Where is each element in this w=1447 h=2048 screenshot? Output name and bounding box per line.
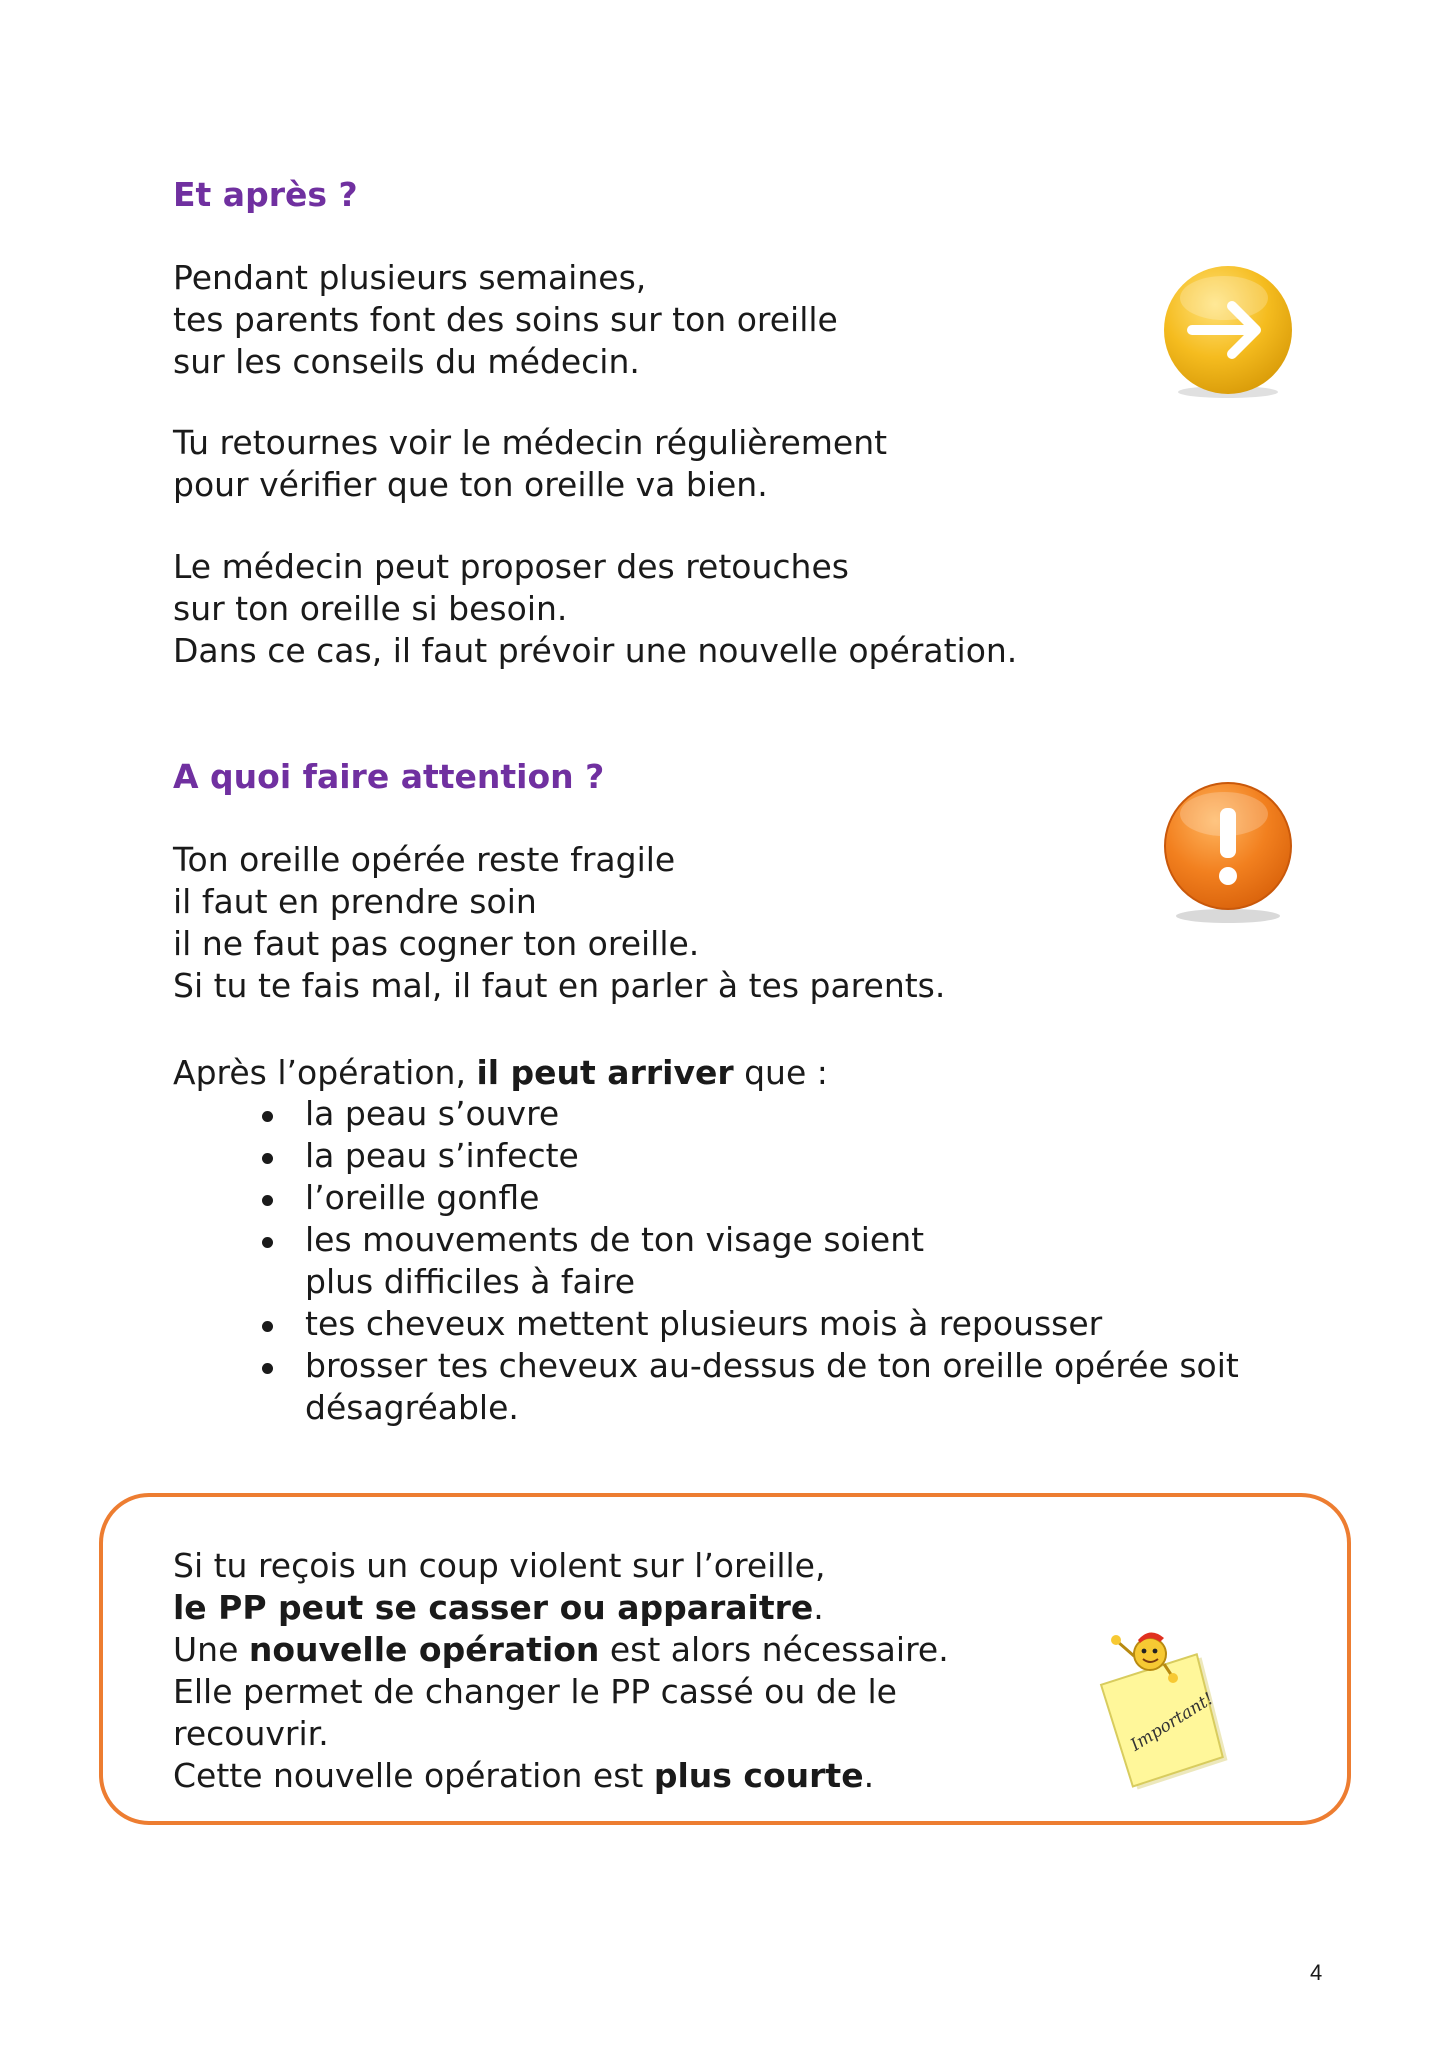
list-item [173, 1219, 1303, 1303]
list-item [173, 1303, 1303, 1345]
callout-text-part: . [863, 1756, 875, 1795]
callout-text-part: est alors nécessaire. [599, 1630, 949, 1669]
text-line: Ton oreille opérée reste fragile [173, 840, 676, 879]
text-line: tes parents font des soins sur ton oreille [173, 300, 838, 339]
callout-line [173, 1629, 949, 1671]
risks-intro-pre: Après l’opération, [173, 1053, 477, 1092]
list-item-text: les mouvements de ton visage soient [305, 1220, 925, 1259]
callout-bold: nouvelle opération [248, 1630, 600, 1669]
callout-line [173, 1755, 949, 1797]
callout-line: Elle permet de changer le PP cassé ou de le [173, 1672, 897, 1711]
callout-text-part: . [813, 1588, 824, 1627]
list-item [173, 1093, 1303, 1135]
risks-intro-bold: il peut arriver [476, 1053, 734, 1092]
warning-icon [1158, 780, 1298, 930]
list-item-text: la peau s’ouvre [305, 1094, 560, 1133]
list-item-text: désagréable. [305, 1388, 519, 1427]
text-line: Si tu te fais mal, il faut en parler à tes parents. [173, 966, 946, 1005]
page-number: 4 [1310, 1960, 1323, 1985]
bullet-dot [262, 1195, 273, 1206]
section-heading-after: Et après ? [173, 175, 358, 214]
text-line: Le médecin peut proposer des retouches [173, 547, 849, 586]
paragraph-care [173, 257, 838, 383]
list-item-text: plus difficiles à faire [305, 1262, 636, 1301]
list-item-text: l’oreille gonfle [305, 1178, 540, 1217]
text-line: Pendant plusieurs semaines, [173, 258, 647, 297]
bullet-dot [262, 1237, 273, 1248]
text-line: Dans ce cas, il faut prévoir une nouvelle opération. [173, 631, 1018, 670]
text-line: Tu retournes voir le médecin régulièrement [173, 423, 888, 462]
risks-intro [173, 1052, 828, 1094]
list-item-text: la peau s’infecte [305, 1136, 579, 1175]
risks-list [173, 1093, 1303, 1429]
paragraph-checkups [173, 422, 887, 506]
callout-text-part: Une [173, 1630, 249, 1669]
bullet-dot [262, 1321, 273, 1332]
risks-intro-post: que : [733, 1053, 828, 1092]
bullet-dot [262, 1363, 273, 1374]
text-line: sur ton oreille si besoin. [173, 589, 568, 628]
callout-line: recouvrir. [173, 1714, 329, 1753]
note-label: Important! [1127, 1688, 1218, 1756]
text-line: sur les conseils du médecin. [173, 342, 640, 381]
important-note-icon [1082, 1612, 1232, 1792]
bullet-dot [262, 1153, 273, 1164]
list-item [173, 1135, 1303, 1177]
text-line: il ne faut pas cogner ton oreille. [173, 924, 700, 963]
callout-text-part: Cette nouvelle opération est [173, 1756, 654, 1795]
bullet-dot [262, 1111, 273, 1122]
text-line: il faut en prendre soin [173, 882, 537, 921]
section-heading-attention: A quoi faire attention ? [173, 757, 605, 796]
callout-line [173, 1587, 949, 1629]
list-item-text: brosser tes cheveux au-dessus de ton oreille opérée soit [305, 1346, 1239, 1385]
text-line: pour vérifier que ton oreille va bien. [173, 465, 768, 504]
callout-bold: plus courte [653, 1756, 864, 1795]
callout-bold: le PP peut se casser ou apparaitre [173, 1588, 814, 1627]
paragraph-fragile [173, 839, 945, 1007]
paragraph-retouches [173, 546, 1017, 672]
callout-text [173, 1545, 949, 1797]
list-item [173, 1345, 1303, 1429]
list-item-text: tes cheveux mettent plusieurs mois à repousser [305, 1304, 1103, 1343]
callout-line: Si tu reçois un coup violent sur l’oreille, [173, 1546, 826, 1585]
arrow-right-icon [1158, 264, 1298, 404]
list-item [173, 1177, 1303, 1219]
